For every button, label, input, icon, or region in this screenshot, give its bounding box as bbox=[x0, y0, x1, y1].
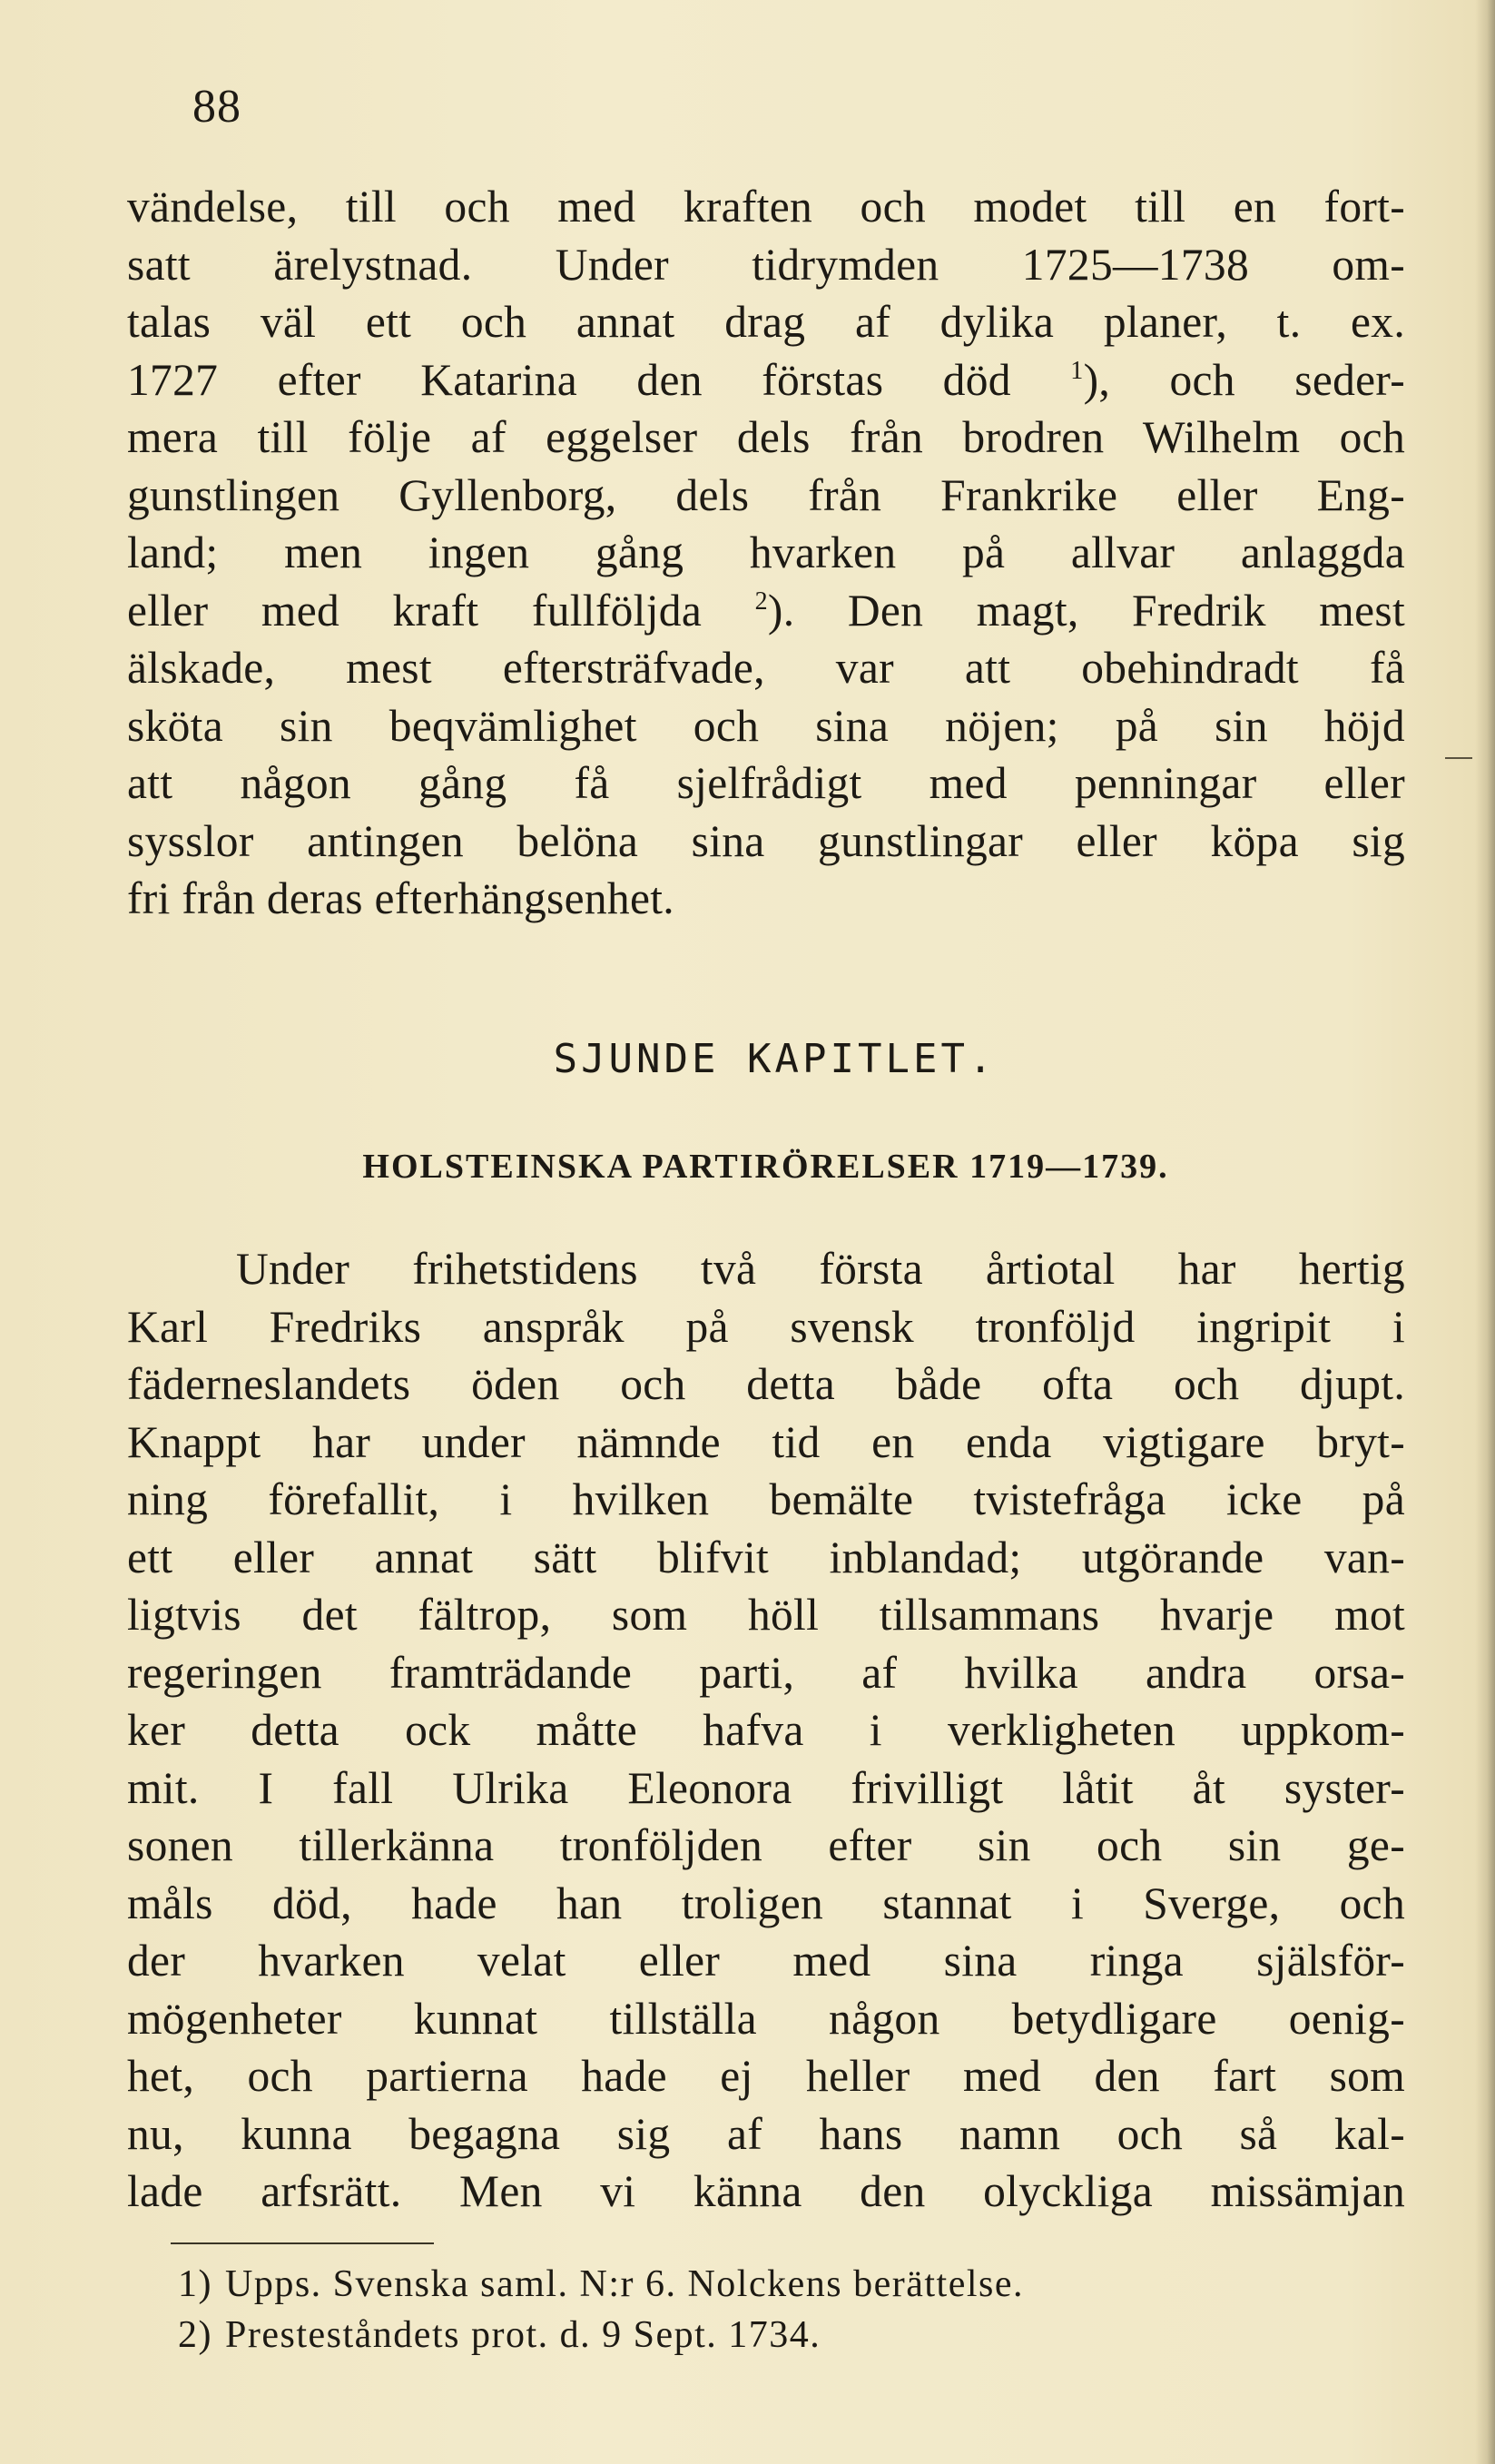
text-line: nu, kunna begagna sig af hans namn och så kal- bbox=[127, 2108, 1405, 2159]
text-line: eller med kraft fullföljda $^2$). Den magt, Fredrik mest bbox=[127, 585, 1405, 636]
text-segment: 1727 efter Katarina den förstas död bbox=[127, 354, 1011, 405]
text-line: mit. I fall Ulrika Eleonora frivilligt låtit åt syster- bbox=[127, 1762, 1405, 1813]
footnote-ref-2: 2 bbox=[754, 586, 768, 616]
text-line: ligtvis det fältrop, som höll tillsammans hvarje mot bbox=[127, 1590, 1405, 1640]
paragraph-2 bbox=[127, 1240, 1405, 2221]
footnote-text: Presteståndets prot. d. 9 Sept. 1734. bbox=[225, 2314, 821, 2356]
chapter-title: SJUNDE KAPITLET. bbox=[553, 1036, 997, 1082]
text-line: 1727 efter Katarina den förstas död $^1$), och seder- bbox=[127, 354, 1405, 405]
text-line: Karl Fredriks anspråk på svensk tronföljd ingripit i bbox=[127, 1301, 1405, 1352]
margin-mark bbox=[1445, 757, 1472, 759]
text-line: fäderneslandets öden och detta både ofta och djupt. bbox=[127, 1359, 1405, 1409]
footnote-number: 1) bbox=[178, 2263, 212, 2305]
text-line: måls död, hade han troligen stannat i Sverge, och bbox=[127, 1878, 1405, 1928]
text-segment: eller med kraft fullföljda bbox=[127, 585, 703, 636]
text-line: ett eller annat sätt blifvit inblandad; utgörande van- bbox=[127, 1532, 1405, 1582]
text-line: mögenheter kunnat tillställa någon betydligare oenig- bbox=[127, 1993, 1405, 2044]
text-line: ning förefallit, i hvilken bemälte tvistefråga icke på bbox=[127, 1474, 1405, 1524]
text-line: gunstlingen Gyllenborg, dels från Frankrike eller Eng- bbox=[127, 469, 1405, 520]
footnote-divider bbox=[171, 2242, 434, 2244]
text-line: der hvarken velat eller med sina ringa själsför- bbox=[127, 1936, 1405, 1986]
text-line: sysslor antingen belöna sina gunstlingar eller köpa sig bbox=[127, 815, 1405, 866]
text-line: het, och partierna hade ej heller med den fart som bbox=[127, 2051, 1405, 2101]
page-number: 88 bbox=[192, 81, 241, 133]
footnote-number: 2) bbox=[178, 2314, 212, 2356]
text-line: sköta sin beqvämlighet och sina nöjen; på sin höjd bbox=[127, 700, 1405, 751]
text-line: älskade, mest eftersträfvade, var att obehindradt få bbox=[127, 643, 1405, 693]
text-line: land; men ingen gång hvarken på allvar anlaggda bbox=[127, 527, 1405, 577]
text-line: satt ärelystnad. Under tidrymden 1725—1738 om- bbox=[127, 239, 1405, 290]
text-line: mera till följe af eggelser dels från brodren Wilhelm och bbox=[127, 412, 1405, 462]
section-title: HOLSTEINSKA PARTIRÖRELSER 1719—1739. bbox=[362, 1148, 1169, 1186]
text-line: vändelse, till och med kraften och modet till en fort- bbox=[127, 182, 1405, 232]
text-line: talas väl ett och annat drag af dylika planer, t. ex. bbox=[127, 297, 1405, 347]
text-line: fri från deras efterhängsenhet. bbox=[127, 873, 674, 923]
footnote-1 bbox=[178, 2259, 1358, 2310]
text-line: Knappt har under nämnde tid en enda vigtigare bryt- bbox=[127, 1416, 1405, 1467]
paragraph-1 bbox=[127, 178, 1405, 928]
text-line: Under frihetstidens två första årtiotal har hertig bbox=[236, 1244, 1405, 1294]
text-segment: . Den magt, Fredrik mest bbox=[782, 585, 1405, 636]
text-segment: , och seder- bbox=[1098, 354, 1405, 405]
footnotes bbox=[178, 2259, 1358, 2361]
text-line: ker detta ock måtte hafva i verkligheten uppkom- bbox=[127, 1705, 1405, 1755]
footnote-2 bbox=[178, 2310, 1358, 2361]
text-line: att någon gång få sjelfrådigt med penningar eller bbox=[127, 758, 1405, 808]
footnote-ref-1: 1 bbox=[1070, 356, 1084, 385]
page-edge-shadow bbox=[1475, 0, 1495, 2464]
footnote-text: Upps. Svenska saml. N:r 6. Nolckens berättelse. bbox=[225, 2263, 1025, 2305]
text-line: lade arfsrätt. Men vi känna den olyckliga missämjan bbox=[127, 2166, 1405, 2216]
text-line: regeringen framträdande parti, af hvilka andra orsa- bbox=[127, 1647, 1405, 1698]
text-line: sonen tillerkänna tronföljden efter sin och sin ge- bbox=[127, 1820, 1405, 1870]
